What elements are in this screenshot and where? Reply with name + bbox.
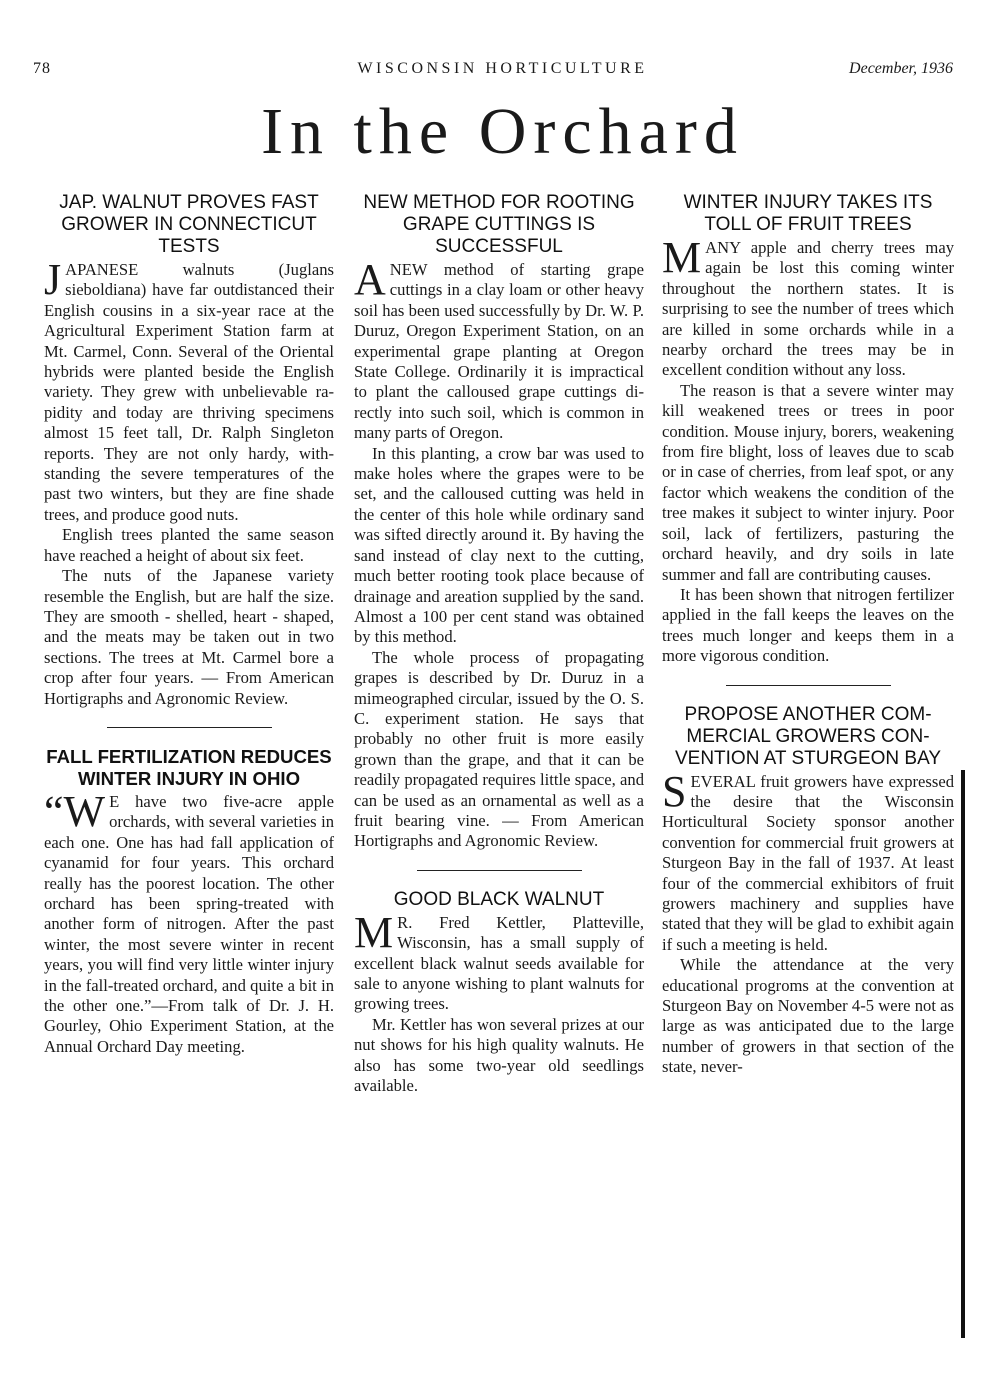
- article-paragraph: English trees planted the same season have reached a height of about six feet.: [44, 525, 334, 565]
- column-1: [44, 192, 334, 1057]
- drop-cap: M: [354, 907, 394, 957]
- article-growers-convention: [662, 704, 954, 1078]
- article-paragraph: In this planting, a crow bar was used to make holes where the grapes were to be set, and the calloused cutting was held in the center of this hole while ordinary sand was sifted directly around it. By having the sand instead of clay next to the cutting, much better rooting took place because of drainage and areation supplied by the sand. Almost a 100 per cent stand was obtained by this method.: [354, 443, 644, 647]
- drop-cap: A: [354, 255, 386, 304]
- article-headline: GOOD BLACK WALNUT: [393, 888, 605, 910]
- drop-cap: M: [662, 233, 702, 282]
- article-paragraph: The nuts of the Japanese variety resemble the English, but are half the size. They are smooth - shelled, heart - shaped, and the meats may be taken out in two sections. The trees at Mt. Carmel bore a crop after four years. — From American Hortigraphs and Agronomic Review.: [44, 566, 334, 708]
- paragraph-text: ANY apple and cherry trees may again be lost this coming winter throughout the northern states. It is surprising to see the number of trees which are killed in some orchards while in a nearby orchard the trees may be in excellent condition without any loss.: [662, 238, 954, 380]
- article-paragraph: [662, 233, 954, 381]
- margin-bar: [961, 770, 965, 1338]
- article-winter-injury: [662, 192, 954, 667]
- article-fall-fertilization: [44, 746, 334, 1057]
- issue-date: December, 1936: [849, 60, 953, 77]
- column-3: [662, 192, 954, 1078]
- paragraph-text: R. Fred Kettler, Platteville, Wisconsin, has a small supply of excellent black walnut seeds available for sale to anyone wishing to plant walnuts for growing trees.: [354, 912, 644, 1014]
- article-paragraph: Mr. Kettler has won several prizes at our nut shows for his high quality walnuts. He also has some two-year old seedlings available.: [354, 1014, 644, 1096]
- drop-cap: J: [44, 255, 62, 304]
- article-paragraph: The whole process of propagating grapes is described by Dr. Duruz in a mimeographed circular, issued by the O. S. C. experiment station. He says that probably no other fruit is more easily grown than the grape, and that it can be readily propagated requires little space, and can be used as an ornamental as well as a fruit bearing vine. — From American Hortigraphs and Agronomic Review.: [354, 647, 644, 851]
- article-paragraph: [44, 786, 334, 1057]
- drop-cap: “W: [44, 786, 106, 836]
- article-grape-cuttings: [354, 192, 644, 852]
- article-black-walnut: [354, 889, 644, 1097]
- paragraph-text: EVERAL fruit growers have expressed the desire that the Wisconsin Horticultural Society sponsor another convention for commercial fruit growers at Sturgeon Bay in the fall of 1937. At least four of the commercial exhibitors of fruit growers machinery and supplies have stated that they will be glad to exhibit again if such a meeting is held.: [662, 771, 954, 954]
- article-japanese-walnut: [44, 192, 334, 709]
- drop-cap: S: [662, 766, 687, 816]
- journal-title: WISCONSIN HORTICULTURE: [357, 60, 648, 77]
- section-divider: [107, 727, 272, 728]
- article-paragraph: While the attendance at the very educational progroms at the convention at Sturgeon Bay on November 4-5 were not as large as was anticipated due to the large number of growers in that section of the state, never-: [662, 955, 954, 1077]
- paragraph-text: APANESE walnuts (Juglans sieboldiana) have far outdistanced their English cousins in a six-year race at the Agricultural Experiment Station farm at Mt. Carmel, Conn. Several of the Oriental hybrids were planted beside the English variety. They grew with unbelievable rapidity and today are thriving specimens almost 15 feet tall, Dr. Ralph Singleton reports. They are not only hardy, withstanding the severe temperatures of the past two winters, but they are fine shade trees, and produce good nuts.: [44, 260, 334, 524]
- section-divider: [417, 870, 582, 871]
- article-headline: PROPOSE ANOTHER COMMERCIAL GROWERS CONVENTION AT STURGEON BAY: [674, 703, 942, 769]
- article-headline: NEW METHOD FOR ROOTING GRAPE CUTTINGS IS SUCCESSFUL: [363, 192, 635, 257]
- article-headline: WINTER INJURY TAKES ITS TOLL OF FRUIT TREES: [683, 192, 933, 235]
- section-title: In the Orchard: [261, 95, 744, 168]
- article-headline: FALL FERTILIZATION REDUCES WINTER INJURY IN OHIO: [46, 745, 332, 789]
- column-2: [354, 192, 644, 1096]
- article-paragraph: [354, 907, 644, 1015]
- section-divider: [726, 685, 891, 686]
- article-headline: JAP. WALNUT PROVES FAST GROWER IN CONNECTICUT TESTS: [59, 192, 319, 257]
- article-paragraph: [354, 255, 644, 444]
- article-paragraph: [44, 255, 334, 525]
- article-paragraph: [662, 766, 954, 956]
- article-paragraph: The reason is that a severe winter may kill weakened trees or trees in poor condition. Mouse injury, borers, weakening from fire blight, loss of leaves due to scab or in case of cherries, from leaf spot, or any factor which weakens the condition of the tree makes it subject to winter injury. Poor soil, lack of fertilizers, pasturing the orchard heavily, and dry soils in late summer and fall are contributing causes.: [662, 380, 954, 584]
- running-head: [0, 60, 1005, 82]
- paragraph-text: E have two five-acre apple orchards, with several varieties in each one. One has had fall application of cyanamid for four years. This orchard really has the poorest location. The other orchard has been spring-treated with another form of nitrogen. After the past winter, the most severe winter in recent years, you will find very little winter injury in the fall-treated orchard, and quite a bit in the other one.”—From talk of Dr. J. H. Gourley, Ohio Experiment Station, at the Annual Orchard Day meeting.: [44, 791, 334, 1056]
- paragraph-text: NEW method of starting grape cuttings in a clay loam or other heavy soil has been used successfully by Dr. W. P. Duruz, Oregon Experiment Station, on an experimental grape planting at Oregon State College. Ordinarily it is impractical to plant the calloused grape cuttings directly into such soil, which is common in many parts of Oregon.: [354, 260, 644, 443]
- page-number: 78: [33, 60, 51, 77]
- article-paragraph: It has been shown that nitrogen fertilizer applied in the fall keeps the leaves on the trees much longer and keeps them in a more vigorous condition.: [662, 584, 954, 666]
